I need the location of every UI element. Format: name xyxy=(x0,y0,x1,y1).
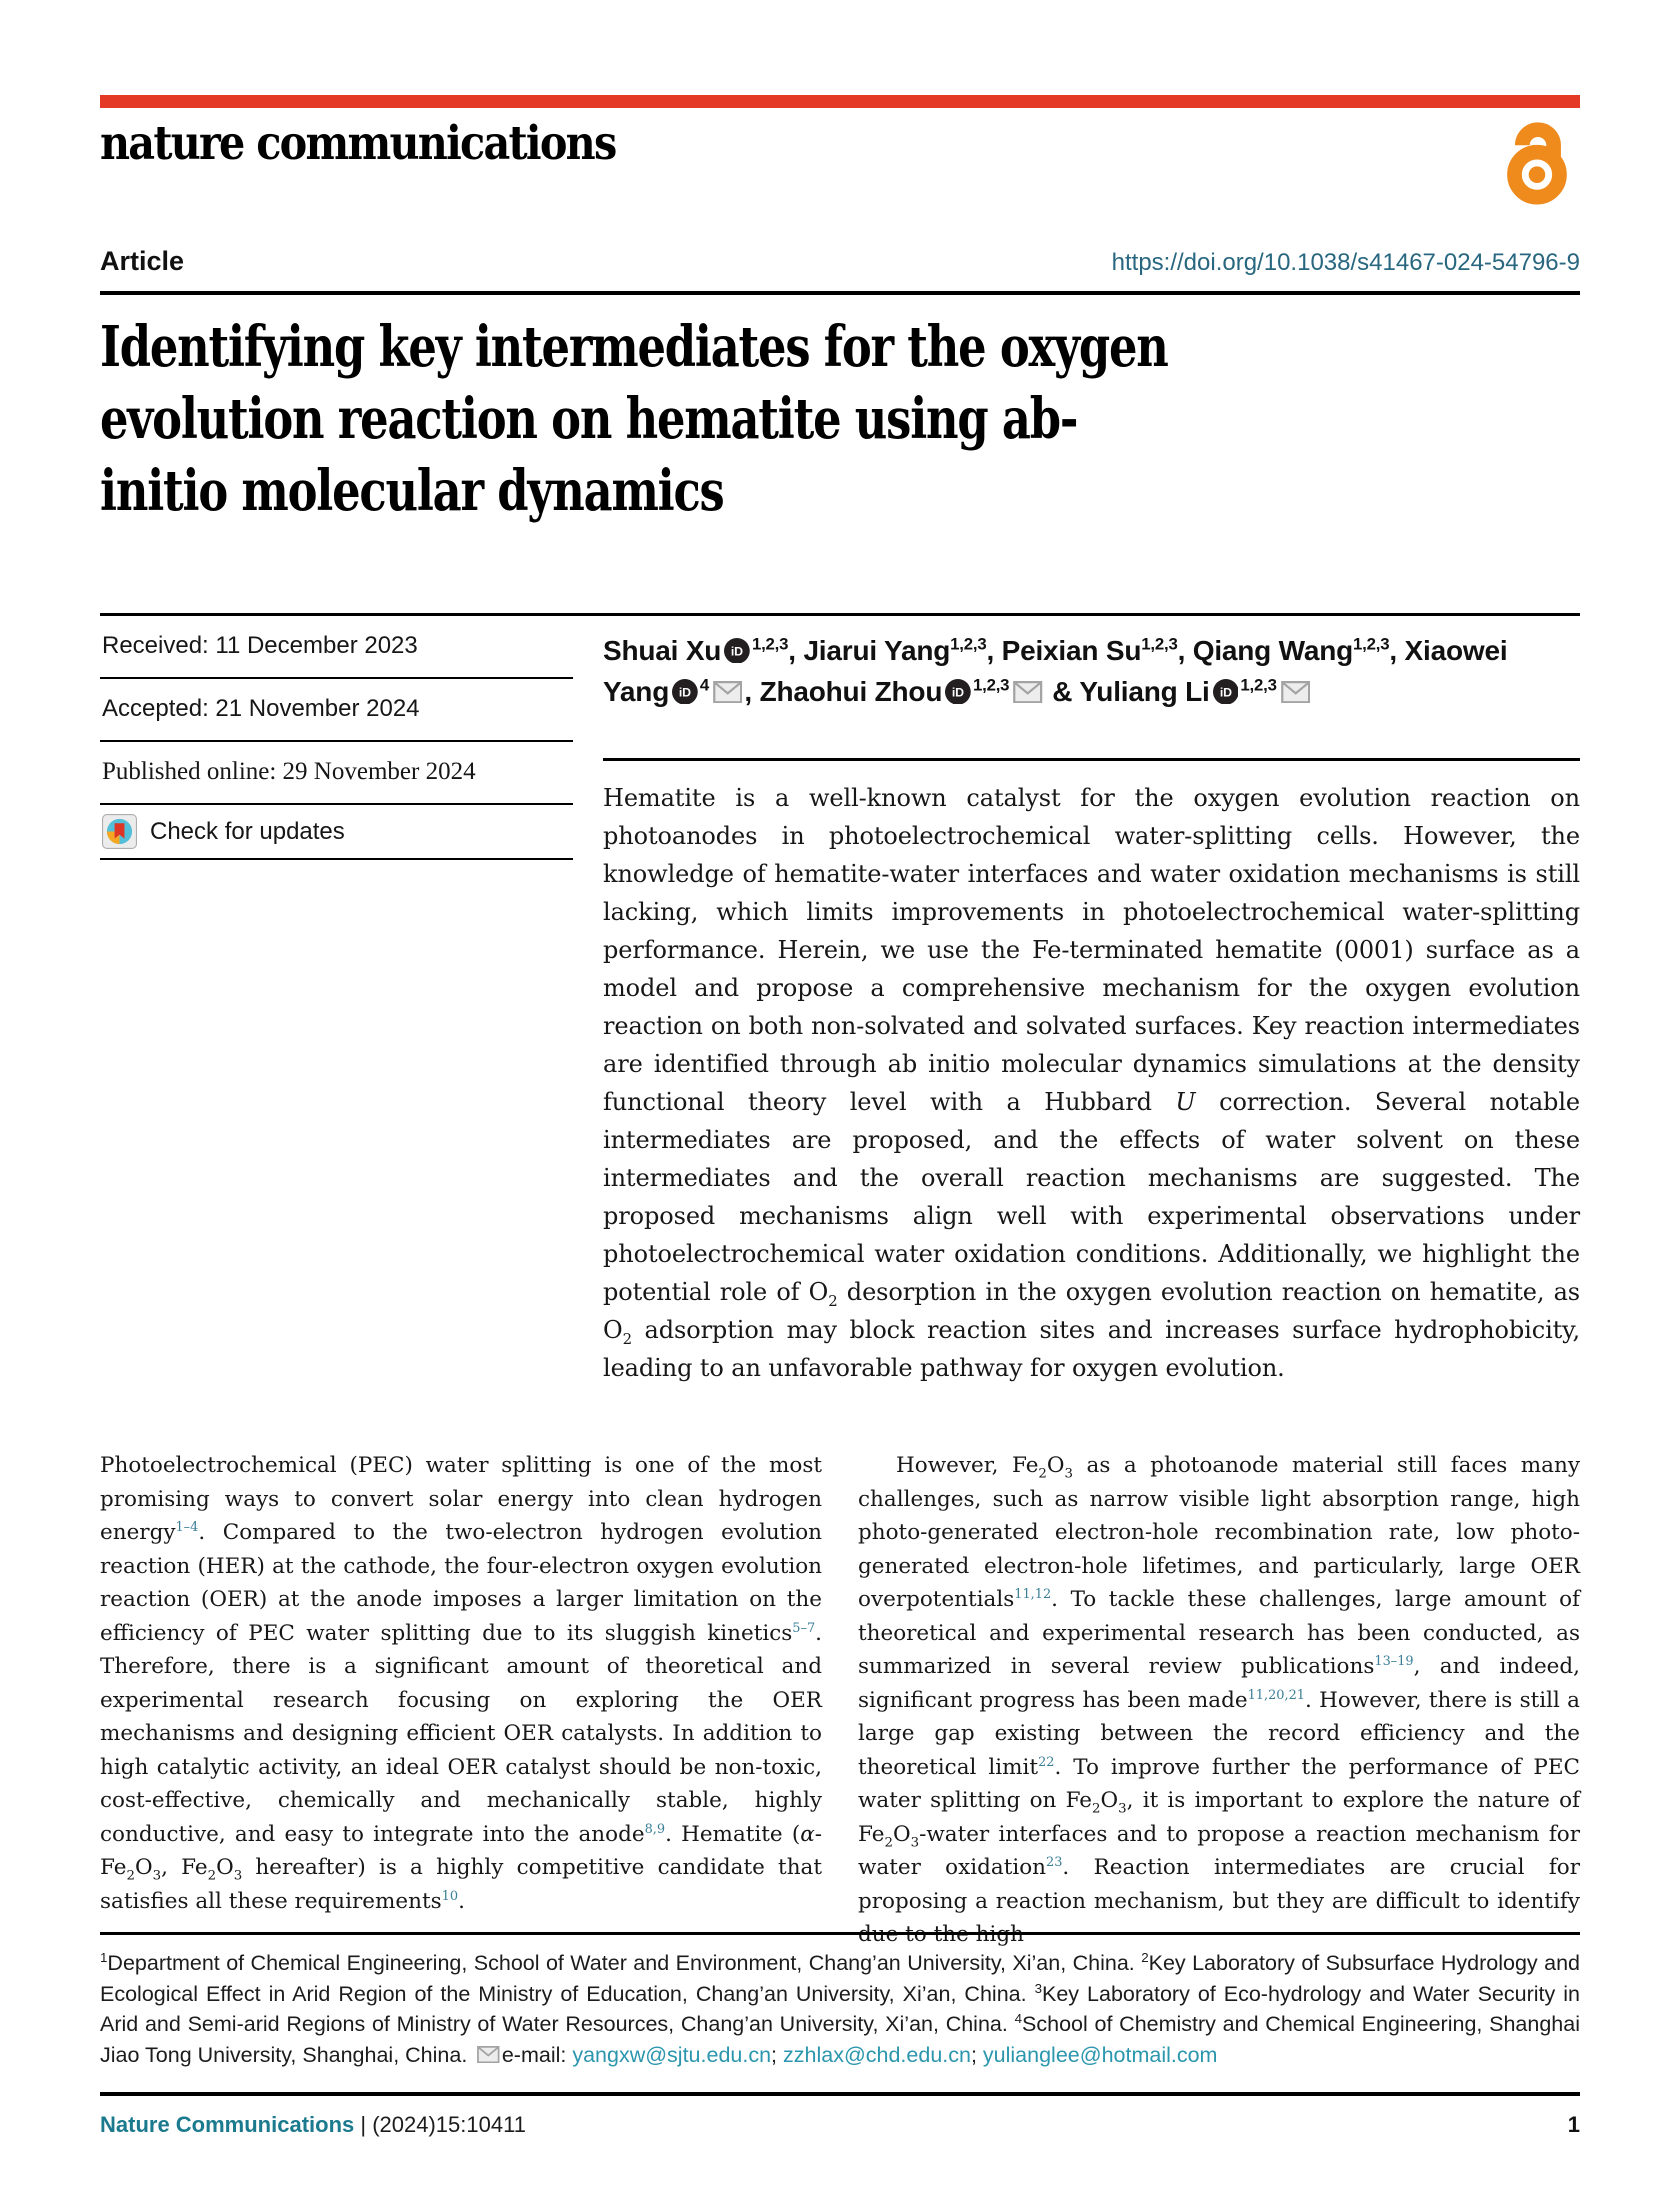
footer-journal-name: Nature Communications xyxy=(100,2112,355,2137)
author-list: Shuai Xu iD $^{1,2,3}$, Jiarui Yang$^{1,2,3}$, Peixian Su$^{1,2,3}$, Qiang Wang$^{1,2,3}$, Xiaowei Yang iD $^4$ , Zhaohui Zhou iD $^{1,2,3}$ & Yuliang Li iD $^{1,2,3}$ xyxy=(603,634,1508,707)
email-link[interactable]: zzhlax@chd.edu.cn xyxy=(783,2042,971,2067)
orcid-icon[interactable] xyxy=(669,679,700,705)
article-type-label: Article xyxy=(100,246,185,276)
published-date: Published online: 29 November 2024 xyxy=(100,742,573,805)
email-link[interactable]: yangxw@sjtu.edu.cn xyxy=(572,2042,772,2067)
check-for-updates-label: Check for updates xyxy=(150,817,345,845)
intro-paragraph-1: Photoelectrochemical (PEC) water splitting is one of the most promising ways to convert solar energy into clean hydrogen energy$^{1-4}$. Compared to the two-electron hydrogen evolution reaction (HER) at the cathode, the four-electron oxygen evolution reaction (OER) at the anode imposes a larger limitation on the efficiency of PEC water splitting due to its sluggish kinetics$^{5-7}$. Therefore, there is a significant amount of theoretical and experimental research focusing on exploring the OER mechanisms and designing efficient OER catalysts. In addition to high catalytic activity, an ideal OER catalyst should be non-toxic, cost-effective, chemically and mechanically stable, highly conductive, and easy to integrate into the anode$^{8,9}$. Hematite ($\alpha-Fe_2O_3$, $Fe_2O_3$ hereafter) is a highly competitive candidate that satisfies all these requirements$^{10}$. xyxy=(100,1453,822,1914)
received-date: Received: 11 December 2023 xyxy=(100,616,573,679)
affiliations-footnote: $^1$Department of Chemical Engineering, School of Water and Environment, Chang’an University, Xi’an, China. $^2$Key Laboratory of Subsurface Hydrology and Ecological Effect in Arid Region of the Ministry of Education, Chang’an University, Xi’an, China. $^3$Key Laboratory of Eco-hydrology and Water Security in Arid and Semi-arid Regions of Ministry of Water Resources, Chang’an University, Xi’an, China. $^4$School of Chemistry and Chemical Engineering, Shanghai Jiao Tong University, Shanghai, China. e-mail: yangxw@sjtu.edu.cn; zzhlax@chd.edu.cn; yulianglee@hotmail.com xyxy=(100,1932,1580,2070)
body-column-right xyxy=(858,1449,1580,1952)
orcid-icon[interactable] xyxy=(1210,679,1241,705)
brand-red-bar xyxy=(100,95,1580,108)
journal-logo: nature communications xyxy=(100,116,616,171)
article-bar xyxy=(100,246,1580,277)
email-link[interactable]: yulianglee@hotmail.com xyxy=(982,2042,1218,2067)
email-icon[interactable] xyxy=(1277,681,1312,703)
footer-citation xyxy=(100,2112,526,2138)
email-icon[interactable] xyxy=(709,681,744,703)
journal-header xyxy=(100,108,1580,194)
check-for-updates-badge[interactable] xyxy=(100,805,573,860)
page-footer xyxy=(100,2092,1580,2138)
email-icon[interactable] xyxy=(473,2046,502,2063)
body-column-left xyxy=(100,1449,822,1952)
dates-column xyxy=(100,616,573,1387)
svg-text:iD: iD xyxy=(731,644,744,659)
svg-text:iD: iD xyxy=(679,685,691,700)
accepted-date: Accepted: 21 November 2024 xyxy=(100,679,573,742)
doi-link[interactable]: https://doi.org/10.1038/s41467-024-54796-9 xyxy=(1111,249,1580,276)
authors-abstract-column xyxy=(573,616,1580,1387)
crossmark-icon xyxy=(102,814,137,849)
email-icon[interactable] xyxy=(1009,681,1044,703)
page-number: 1 xyxy=(1567,2112,1580,2137)
article-meta-section xyxy=(100,613,1580,1387)
orcid-icon[interactable] xyxy=(942,679,973,705)
svg-text:iD: iD xyxy=(952,685,965,700)
open-access-icon xyxy=(1492,110,1580,208)
footer-volume-info: | (2024)15:10411 xyxy=(354,2112,526,2137)
svg-text:iD: iD xyxy=(1219,685,1232,700)
abstract-text: Hematite is a well-known catalyst for the oxygen evolution reaction on photoanodes in photoelectrochemical water-splitting cells. However, the knowledge of hematite-water interfaces and water oxidation mechanisms is still lacking, which limits improvements in photoelectrochemical water-splitting performance. Herein, we use the Fe-terminated hematite (0001) surface as a model and propose a comprehensive mechanism for the oxygen evolution reaction on both non-solvated and solvated surfaces. Key reaction intermediates are identified through ab initio molecular dynamics simulations at the density functional theory level with a Hubbard U correction. Several notable intermediates are proposed, and the effects of water solvent on these intermediates and the overall reaction mechanisms are suggested. The proposed mechanisms align well with experimental observations under photoelectrochemical water oxidation conditions. Additionally, we highlight the potential role of $O_2$ desorption in the oxygen evolution reaction on hematite, as $O_2$ adsorption may block reaction sites and increases surface hydrophobicity, leading to an unfavorable pathway for oxygen evolution. xyxy=(603,784,1581,1382)
page-title: Identifying key intermediates for the oxygen evolution reaction on hematite using ab-initio molecular dynamics xyxy=(100,314,1168,524)
orcid-icon[interactable] xyxy=(721,638,752,664)
header-rule xyxy=(100,291,1580,295)
body-columns xyxy=(100,1449,1580,1952)
intro-paragraph-2: However, $Fe_2O_3$ as a photoanode material still faces many challenges, such as narrow visible light absorption range, high photo-generated electron-hole recombination rate, low photo-generated electron-hole lifetimes, and particularly, large OER overpotentials$^{11,12}$. To tackle these challenges, large amount of theoretical and experimental research has been conducted, as summarized in several review publications$^{13-19}$, and indeed, significant progress has been made$^{11,20,21}$. However, there is still a large gap existing between the record efficiency and the theoretical limit$^{22}$. To improve further the performance of PEC water splitting on $Fe_2O_3$, it is important to explore the nature of $Fe_2O_3$-water interfaces and to propose a reaction mechanism for water oxidation$^{23}$. Reaction intermediates are crucial for proposing a reaction mechanism, but they are difficult to identify due to the high xyxy=(858,1453,1580,1947)
